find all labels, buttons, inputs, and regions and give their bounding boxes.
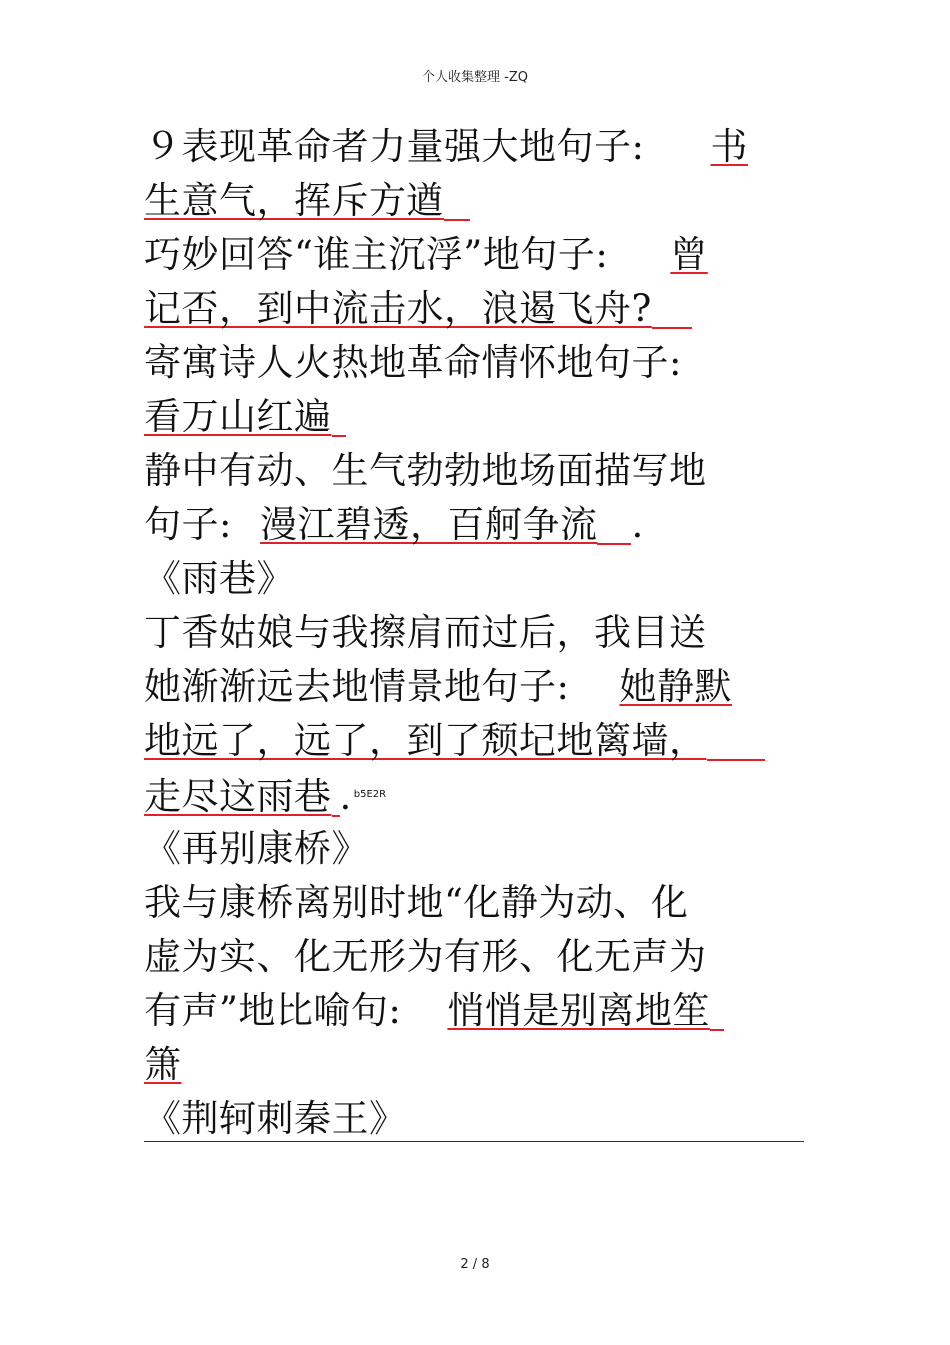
question-text: 我与康桥离别时地“化静为动、化 (144, 881, 689, 924)
section-title-text: 《再别康桥》 (144, 827, 369, 870)
page-header: 个人收集整理 -ZQ (422, 70, 528, 85)
answer-period: . (339, 775, 352, 818)
text-line (144, 930, 784, 984)
answer-text: 看万山红遍 (144, 395, 332, 438)
answer-period: . (631, 503, 644, 546)
text-line (144, 498, 784, 552)
text-line (144, 444, 784, 498)
question-text: 寄寓诗人火热地革命情怀地句子: (144, 341, 682, 384)
section-title-text: 《雨巷》 (144, 557, 294, 600)
answer-text: 悄悄是别离地笙 (447, 989, 710, 1032)
answer-text: 书 (710, 125, 748, 168)
answer-text: 曾 (670, 233, 708, 276)
footnote-mark: b5E2R (353, 789, 387, 800)
section-title (144, 552, 784, 606)
section-title-text: 《荆轲刺秦王》 (144, 1097, 407, 1140)
answer-text: 记否，到中流击水，浪遏飞舟? (144, 287, 652, 330)
text-line (144, 768, 784, 822)
text-line (144, 174, 784, 228)
question-text: 有声”地比喻句: (144, 989, 402, 1032)
question-text: 丁香姑娘与我擦肩而过后，我目送 (144, 611, 707, 654)
answer-text: 走尽这雨巷 (144, 775, 332, 818)
section-title (144, 822, 784, 876)
question-text: 句子: (144, 503, 232, 546)
document-body (144, 120, 784, 1146)
text-line (144, 606, 784, 660)
answer-text: 她静默 (619, 665, 732, 708)
text-line (144, 336, 784, 390)
question-text: ９表现革命者力量强大地句子: (144, 125, 645, 168)
text-line (144, 660, 784, 714)
text-line (144, 984, 784, 1038)
footer-divider (144, 1141, 804, 1142)
answer-text: 箫 (144, 1043, 182, 1086)
text-line (144, 120, 784, 174)
page-number: 2 / 8 (460, 1257, 490, 1272)
text-line (144, 390, 784, 444)
question-text: 静中有动、生气勃勃地场面描写地 (144, 449, 707, 492)
question-text: 虚为实、化无形为有形、化无声为 (144, 935, 707, 978)
text-line (144, 714, 784, 768)
answer-text: 漫江碧透，百舸争流 (259, 503, 598, 546)
question-text: 巧妙回答“谁主沉浮”地句子: (144, 233, 609, 276)
section-title (144, 1092, 784, 1146)
text-line (144, 876, 784, 930)
question-text: 她渐渐远去地情景地句子: (144, 665, 570, 708)
text-line (144, 282, 784, 336)
text-line (144, 228, 784, 282)
answer-text: 生意气，挥斥方遒 (144, 179, 444, 222)
text-line (144, 1038, 784, 1092)
answer-text: 地远了，远了，到了颓圮地篱墙， (144, 719, 707, 762)
